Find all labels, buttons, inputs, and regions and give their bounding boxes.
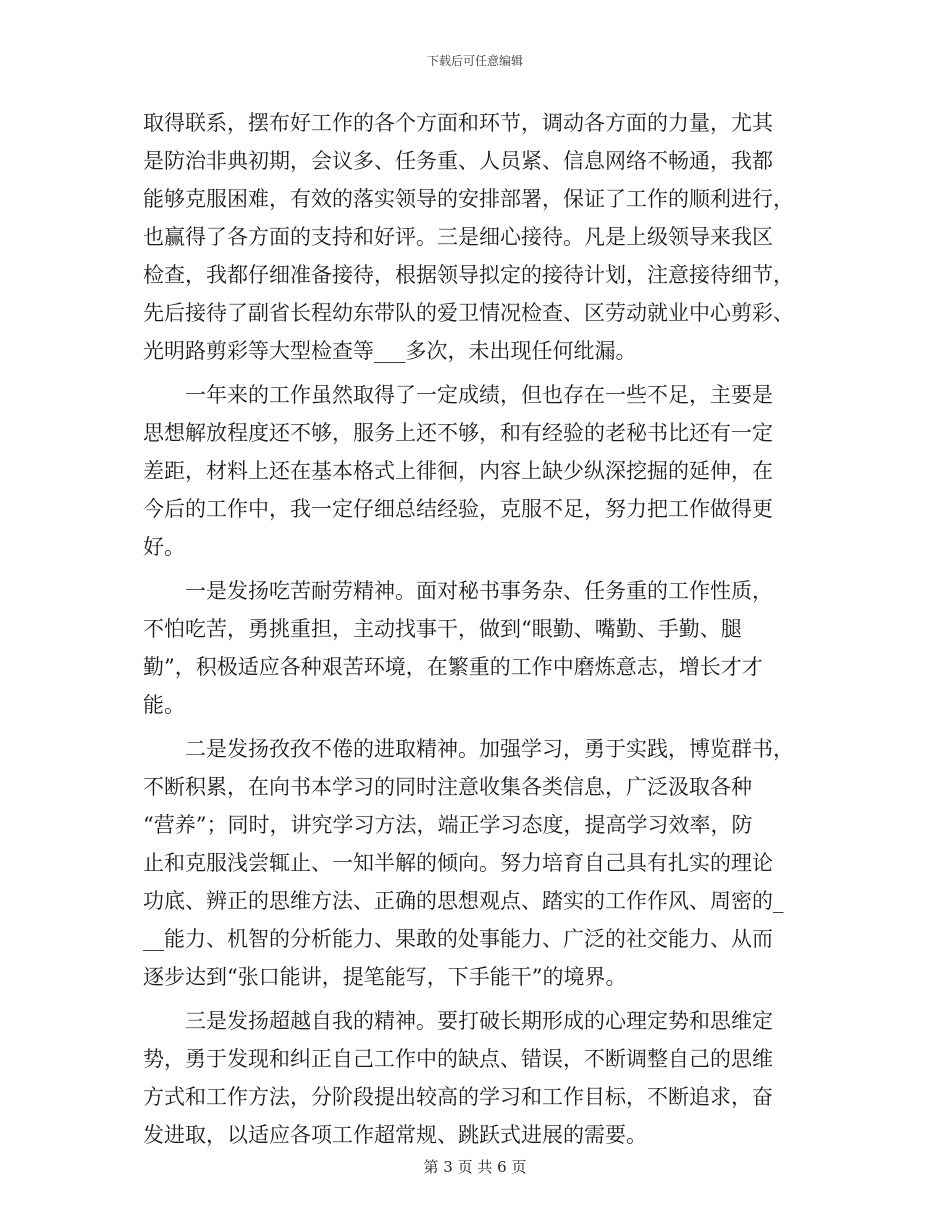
text-line: 一是发扬吃苦耐劳精神。面对秘书事务杂、任务重的工作性质， [143,579,773,603]
text-line: 三是发扬超越自我的精神。要打破长期形成的心理定势和思维定 [143,1009,773,1033]
text-line: 取得联系，摆布好工作的各个方面和环节，调动各方面的力量，尤其 [143,111,773,135]
text-line: 二是发扬孜孜不倦的进取精神。加强学习，勇于实践，博览群书， [143,737,794,761]
text-line: 也赢得了各方面的支持和好评。三是细心接待。凡是上级领导来我区 [143,225,773,249]
text-line: 是防治非典初期，会议多、任务重、人员紧、信息网络不畅通，我都 [143,149,773,173]
text-line: 能。 [143,693,185,717]
text-line: 不怕吃苦，勇挑重担，主动找事干，做到“眼勤、嘴勤、手勤、腿 [143,617,742,641]
page-number-footer: 第 3 页 共 6 页 [423,1158,527,1176]
text-line: 能够克服困难，有效的落实领导的安排部署，保证了工作的顺利进行， [143,187,794,211]
text-line: 方式和工作方法，分阶段提出较高的学习和工作目标，不断追求，奋 [143,1085,773,1109]
text-line: 势，勇于发现和纠正自己工作中的缺点、错误，不断调整自己的思维 [143,1047,773,1071]
text-line: 发进取，以适应各项工作超常规、跳跃式进展的需要。 [143,1123,647,1147]
text-line: 止和克服浅尝辄止、一知半解的倾向。努力培育自己具有扎实的理论 [143,851,773,875]
text-line: 好。 [143,535,185,559]
text-line: 思想解放程度还不够，服务上还不够，和有经验的老秘书比还有一定 [143,421,773,445]
text-line: 一年来的工作虽然取得了一定成绩，但也存在一些不足，主要是 [143,383,773,407]
text-line: “营养”；同时，讲究学习方法，端正学习态度，提高学习效率，防 [143,813,753,837]
page-header: 下载后可任意编辑 [426,54,523,68]
text-line: 差距，材料上还在基本格式上徘徊，内容上缺少纵深挖掘的延伸，在 [143,459,773,483]
text-line: 逐步达到“张口能讲，提笔能写，下手能干”的境界。 [143,965,627,989]
text-line: 检查，我都仔细准备接待，根据领导拟定的接待计划，注意接待细节， [143,263,794,287]
text-line: 今后的工作中，我一定仔细总结经验，克服不足，努力把工作做得更 [143,497,773,521]
document-body [143,104,811,1154]
text-line: 勤”，积极适应各种艰苦环境，在繁重的工作中磨炼意志，增长才才 [143,655,763,679]
text-line: 先后接待了副省长程幼东带队的爱卫情况检查、区劳动就业中心剪彩、 [143,301,794,325]
text-line: 不断积累，在向书本学习的同时注意收集各类信息，广泛汲取各种 [143,775,752,799]
text-line: 光明路剪彩等大型检查等___多次，未出现任何纰漏。 [143,339,637,363]
text-line: 功底、辨正的思维方法、正确的思想观点、踏实的工作作风、周密的_ [143,889,784,913]
text-line: __能力、机智的分析能力、果敢的处事能力、广泛的社交能力、从而 [143,927,773,951]
